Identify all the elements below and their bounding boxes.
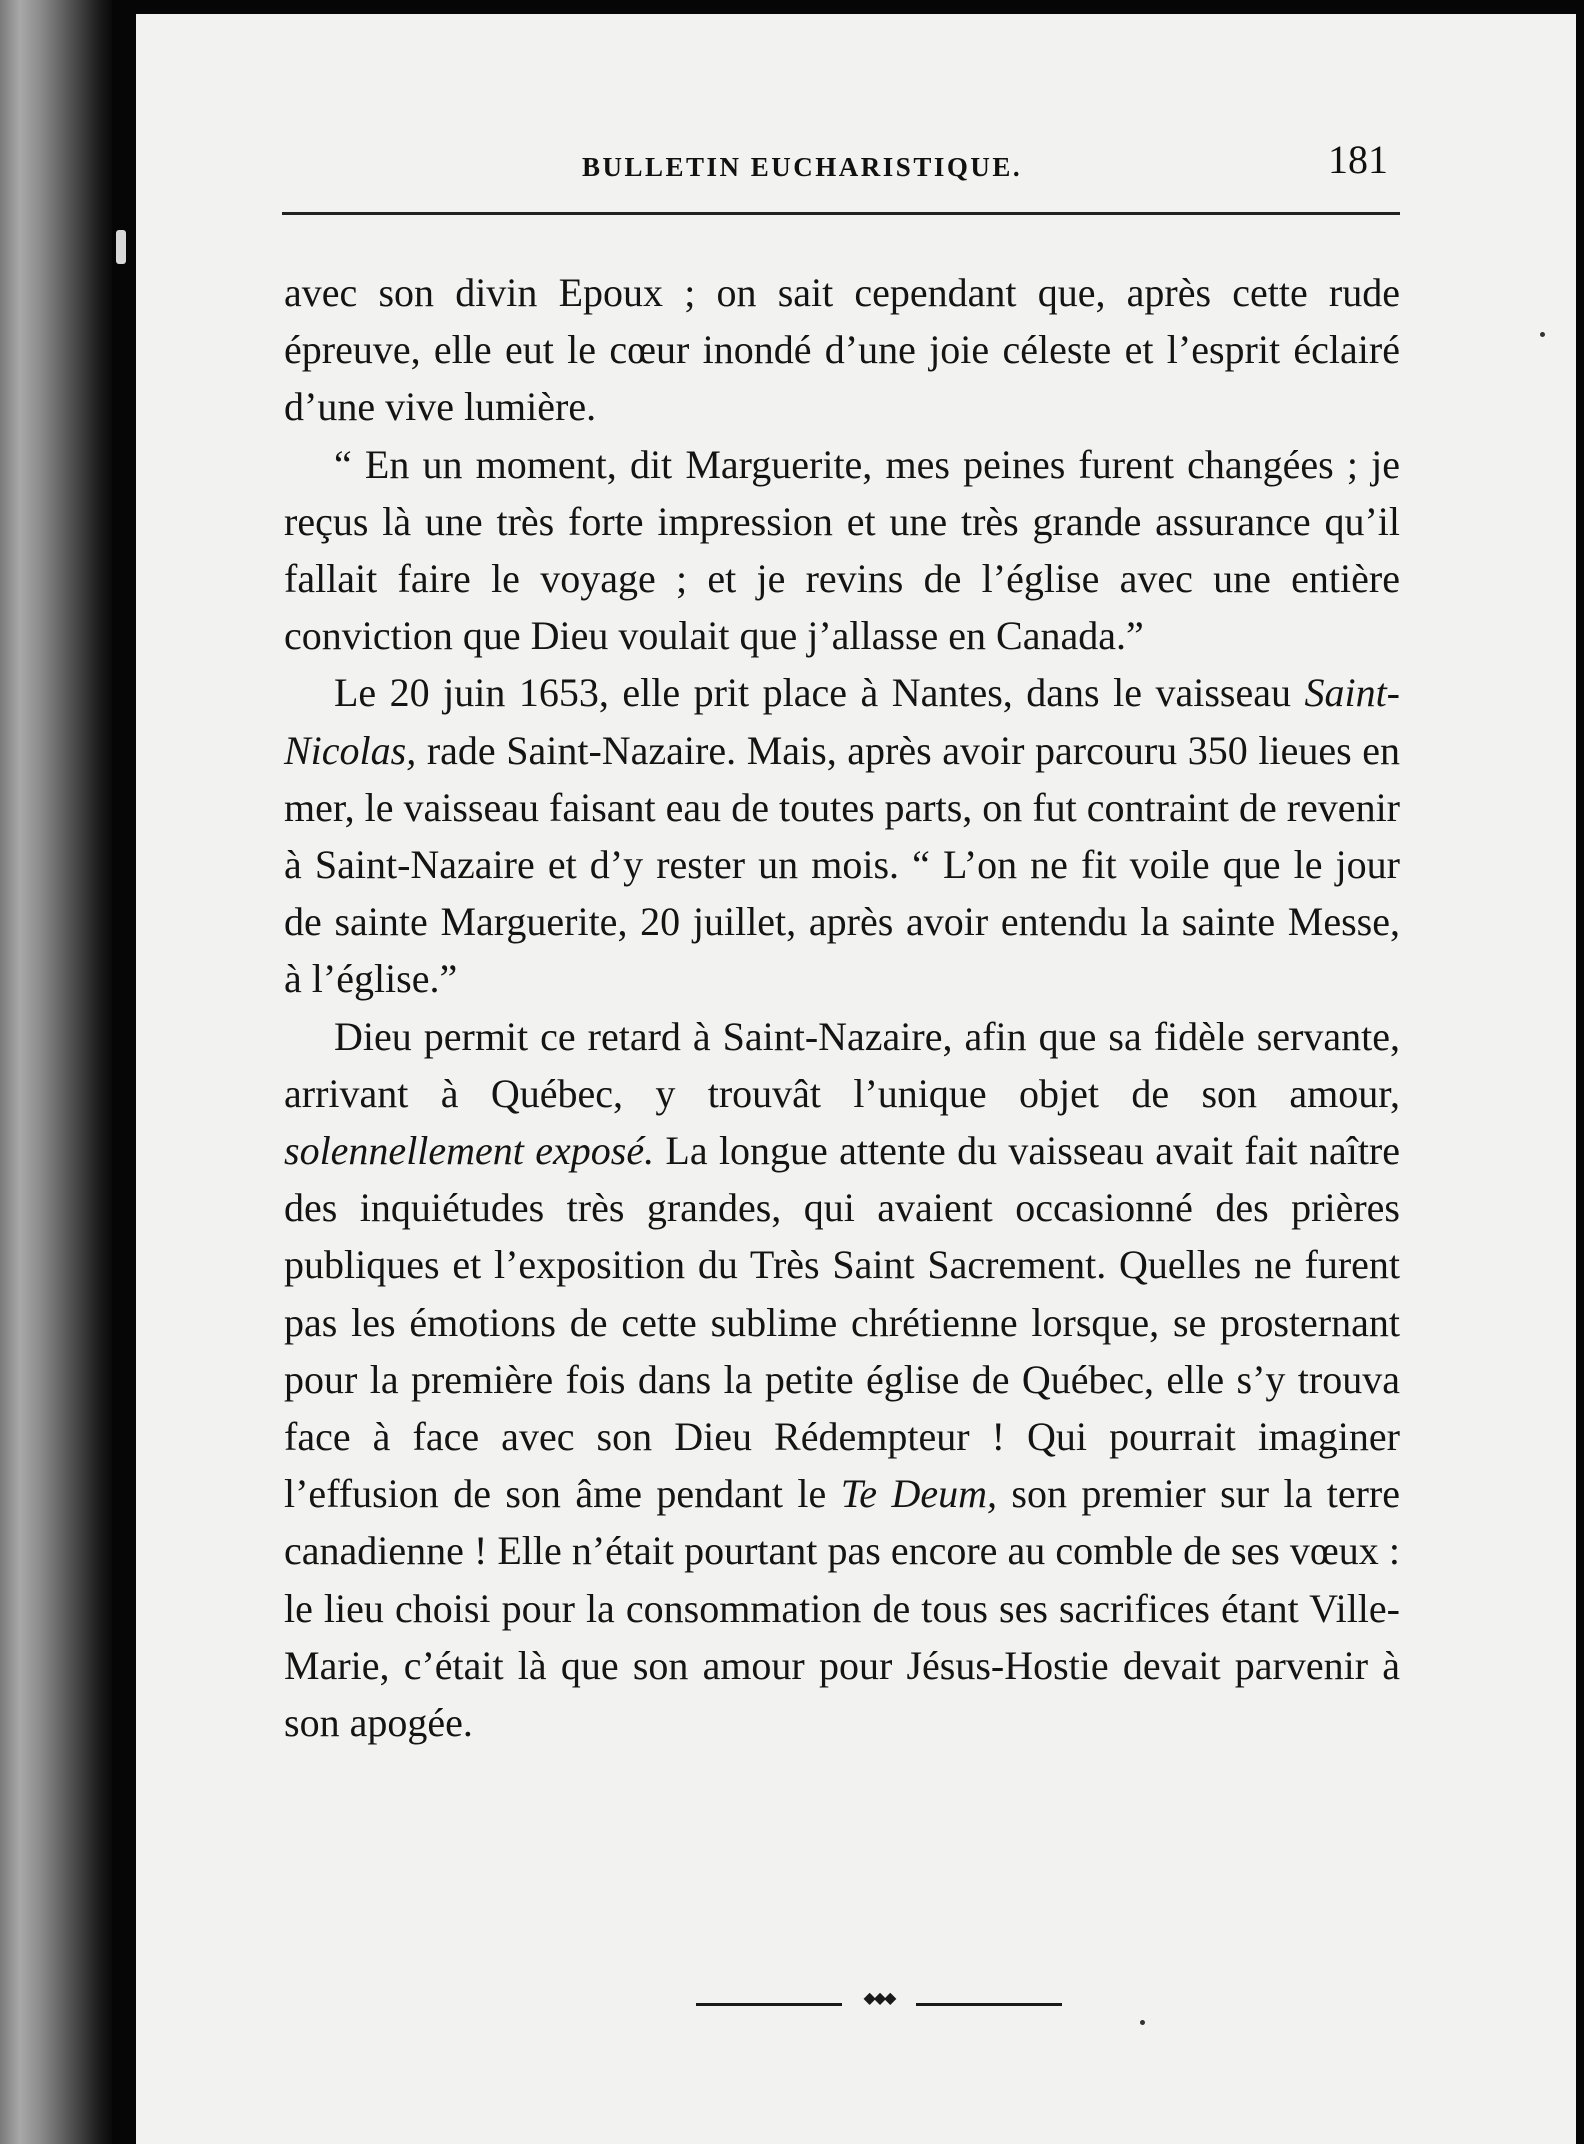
paragraph (284, 1008, 1400, 1752)
ornament-line-left (696, 2003, 842, 2006)
body-text (284, 264, 1400, 1751)
paragraph (284, 264, 1400, 436)
paragraph-text: son premier sur la terre canadienne ! Elle n’était pourtant pas encore au comble de ses vœux : le lieu choisi pour la consommation de tous ses sacrifices étant Ville-Marie, c’était là que son amour pour Jésus-Hostie devait parvenir à son apogée. (284, 1471, 1401, 1746)
paragraph (284, 436, 1400, 665)
italic-text: Saint-Nicolas, (284, 670, 1400, 773)
paragraph-text: Le 20 juin 1653, elle prit place à Nantes, dans le vaisseau (334, 670, 1305, 716)
paragraph-text: rade Saint-Nazaire. Mais, après avoir parcouru 350 lieues en mer, le vaisseau faisant eau de toutes parts, on fut contraint de revenir à Saint-Nazaire et d’y rester un mois. “ L’on ne fit voile que le jour de sainte Marguerite, 20 juillet, après avoir entendu la sainte Messe, à l’église.” (284, 727, 1400, 1002)
running-head (136, 132, 1576, 192)
ornament-line-right (916, 2003, 1062, 2006)
paragraph-text: Dieu permit ce retard à Saint-Nazaire, afin que sa fidèle servante, arrivant à Québec, y trouvât l’unique objet de son amour, (284, 1013, 1400, 1116)
paragraph-text: avec son divin Epoux ; on sait cependant que, après cette rude épreuve, elle eut le cœur inondé d’une joie céleste et l’esprit éclairé d’une vive lumière. (284, 270, 1400, 430)
italic-text: solennellement exposé. (284, 1128, 655, 1174)
ink-speck (1540, 332, 1545, 337)
book-binding-edge (0, 0, 112, 2144)
italic-text: Te Deum, (840, 1471, 997, 1517)
running-title: BULLETIN EUCHARISTIQUE. (582, 152, 1023, 182)
paragraph-text: La longue attente du vaisseau avait fait naître des inquiétudes très grandes, qui avaient occasionné des prières publiques et l’exposition du Très Saint Sacrement. Quelles ne furent pas les émotions de cette sublime chrétienne lorsque, se prosternant pour la première fois dans la petite église de Québec, elle s’y trouva face à face avec son Dieu Rédempteur ! Qui pourrait imaginer l’effusion de son âme pendant le (284, 1128, 1401, 1517)
end-ornament (696, 1988, 1062, 2011)
ornament-dots: ◆◆◆ (863, 1988, 895, 2007)
page-number: 181 (1328, 137, 1388, 182)
book-page (136, 14, 1576, 2144)
ink-speck (1140, 2020, 1145, 2025)
header-rule (282, 212, 1400, 215)
paragraph (284, 664, 1400, 1007)
binding-mark (116, 230, 126, 264)
paragraph-text: “ En un moment, dit Marguerite, mes peines furent changées ; je reçus là une très forte impression et une très grande assurance qu’il fallait faire le voyage ; et je revins de l’église avec une entière conviction que Dieu voulait que j’allasse en Canada.” (284, 441, 1400, 659)
